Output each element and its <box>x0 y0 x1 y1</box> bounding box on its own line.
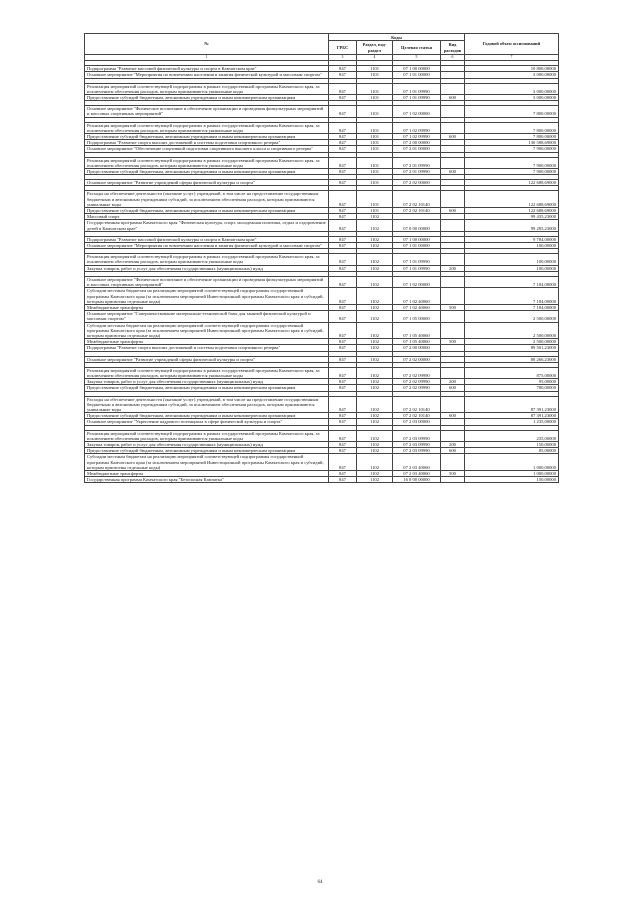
row-vr-cell: 600 <box>441 413 465 419</box>
row-sum-cell: 99 435,23000 <box>465 214 559 220</box>
row-vr-cell <box>441 83 465 94</box>
row-vr-cell <box>441 367 465 378</box>
row-sum-cell: 2 500,00000 <box>465 322 559 339</box>
row-razdel-cell: 1102 <box>357 243 393 249</box>
row-grbs-cell: 847 <box>329 413 357 419</box>
row-name-cell: Основное мероприятие "Совершенствование материально-технической базы для занятий физической культурой и массовым спортом" <box>85 311 329 322</box>
row-grbs-cell: 847 <box>329 122 357 133</box>
row-csr-cell: 07 2 01 00000 <box>393 146 441 152</box>
header-codes: Коды <box>329 34 465 41</box>
row-vr-cell: 500 <box>441 304 465 310</box>
row-name-cell: Закупка товаров, работ и услуг для обеспечения государственных (муниципальных) нужд <box>85 379 329 385</box>
row-csr-cell: 07 1 01 09990 <box>393 265 441 271</box>
budget-table-body <box>85 61 559 483</box>
table-row <box>85 83 559 94</box>
row-razdel-cell: 1102 <box>357 454 393 471</box>
row-name-cell: Реализация мероприятий соответствующей подпрограммы в рамках государственной программы Камчатского края, за исключением обеспечения расходов, которым присваиваются уникальные коды <box>85 122 329 133</box>
index-cell: 6 <box>441 55 465 61</box>
row-grbs-cell: 847 <box>329 288 357 305</box>
row-razdel-cell: 1102 <box>357 236 393 242</box>
row-name-cell: Субсидии местным бюджетам на реализацию мероприятий соответствующей подпрограммы государственной программы Камчатского края (за исключением мероприятий Инвестиционной программы Камчатского края и субсидий, которым присвоены отдельные коды) <box>85 322 329 339</box>
row-sum-cell: 95,00000 <box>465 379 559 385</box>
row-sum-cell: 1 235,00000 <box>465 419 559 425</box>
row-csr-cell: 07 1 01 09990 <box>393 254 441 265</box>
row-csr-cell: 07 1 05 00000 <box>393 311 441 322</box>
row-csr-cell: 07 1 05 40060 <box>393 339 441 345</box>
row-vr-cell: 600 <box>441 134 465 140</box>
row-vr-cell: 600 <box>441 448 465 454</box>
row-grbs-cell: 847 <box>329 265 357 271</box>
row-razdel-cell: 1101 <box>357 72 393 78</box>
row-sum-cell: 1 000,00000 <box>465 470 559 476</box>
row-grbs-cell: 847 <box>329 311 357 322</box>
table-row <box>85 122 559 133</box>
row-name-cell: Государственная программа Камчатского края "Безопасная Камчатка" <box>85 477 329 483</box>
row-grbs-cell: 847 <box>329 470 357 476</box>
budget-table <box>84 33 559 483</box>
header-vr: Вид расходов <box>441 41 465 55</box>
row-name-cell: Закупка товаров, работ и услуг для обеспечения государственных (муниципальных) нужд <box>85 441 329 447</box>
header-grbs: ГРБС <box>329 41 357 55</box>
row-sum-cell: 10 800,00000 <box>465 66 559 72</box>
row-name-cell: Основное мероприятие "Мероприятия по вовлечению населения в занятия физической культурой и массовым спортом" <box>85 72 329 78</box>
row-razdel-cell: 1102 <box>357 448 393 454</box>
row-grbs-cell: 847 <box>329 146 357 152</box>
row-razdel-cell: 1101 <box>357 106 393 117</box>
row-csr-cell: 07 2 00 00000 <box>393 345 441 351</box>
row-grbs-cell: 847 <box>329 396 357 413</box>
row-grbs-cell: 847 <box>329 214 357 220</box>
row-name-cell: Субсидии местным бюджетам на реализацию мероприятий соответствующей подпрограммы государственной программы Камчатского края (за исключением мероприятий Инвестиционной программы Камчатского края и субсидий, которым присвоены отдельные коды) <box>85 454 329 471</box>
row-grbs-cell: 847 <box>329 379 357 385</box>
row-razdel-cell: 1102 <box>357 419 393 425</box>
page-number: 64 <box>317 880 323 885</box>
row-sum-cell: 9 784,00000 <box>465 236 559 242</box>
row-grbs-cell: 847 <box>329 345 357 351</box>
row-vr-cell: 500 <box>441 470 465 476</box>
row-razdel-cell: 1101 <box>357 134 393 140</box>
row-razdel-cell: 1102 <box>357 288 393 305</box>
row-sum-cell: 122 688,69000 <box>465 180 559 186</box>
row-sum-cell: 85,00000 <box>465 448 559 454</box>
row-razdel-cell: 1102 <box>357 367 393 378</box>
row-name-cell: Основное мероприятие "Мероприятия по вовлечению населения в занятия физической культурой и массовым спортом" <box>85 243 329 249</box>
row-razdel-cell: 1101 <box>357 146 393 152</box>
row-grbs-cell: 847 <box>329 385 357 391</box>
header-razdel: Раздел, под-раздел <box>357 41 393 55</box>
row-csr-cell: 07 2 01 09990 <box>393 157 441 168</box>
row-name-cell: Предоставление субсидий бюджетным, автономным учреждениям и иным некоммерческим организациям <box>85 413 329 419</box>
row-name-cell: Предоставление субсидий бюджетным, автономным учреждениям и иным некоммерческим организациям <box>85 208 329 214</box>
row-grbs-cell: 847 <box>329 72 357 78</box>
table-row <box>85 254 559 265</box>
row-csr-cell: 07 1 02 40060 <box>393 288 441 305</box>
row-sum-cell: 89 501,23000 <box>465 345 559 351</box>
row-sum-cell: 122 688,69000 <box>465 191 559 208</box>
row-name-cell: Субсидии местным бюджетам на реализацию мероприятий соответствующей подпрограммы государственной программы Камчатского края (за исключением мероприятий Инвестиционной программы Камчатского края и субсидий, которым присвоены отдельные коды) <box>85 288 329 305</box>
row-name-cell: Основное мероприятие "Укрепление кадрового потенциала в сфере физической культуры и спорта" <box>85 419 329 425</box>
row-name-cell: Закупка товаров, работ и услуг для обеспечения государственных (муниципальных) нужд <box>85 265 329 271</box>
row-sum-cell: 7 800,00000 <box>465 122 559 133</box>
row-razdel-cell: 1102 <box>357 356 393 362</box>
row-sum-cell: 7 900,00000 <box>465 157 559 168</box>
row-razdel-cell: 1102 <box>357 396 393 413</box>
table-row <box>85 276 559 287</box>
row-sum-cell: 99 285,23000 <box>465 220 559 231</box>
row-grbs-cell: 847 <box>329 220 357 231</box>
row-vr-cell <box>441 220 465 231</box>
row-name-cell: Основное мероприятие "Обеспечение спортивной подготовки спортивного высшего класса и спортивного резерва" <box>85 146 329 152</box>
row-vr-cell <box>441 477 465 483</box>
row-csr-cell: 07 1 01 09990 <box>393 95 441 101</box>
row-razdel-cell: 1101 <box>357 180 393 186</box>
row-vr-cell <box>441 157 465 168</box>
row-name-cell: Расходы на обеспечение деятельности (оказание услуг) учреждений, в том числе на предоставление государственным бюджетным и автономным учреждениям субсидий, за исключением обеспечения расходов, которым присваиваются уникальные коды <box>85 396 329 413</box>
row-csr-cell: 07 1 01 09990 <box>393 83 441 94</box>
row-name-cell: Государственная программа Камчатского края "Физическая культура, спорт, молодежная политика, отдых и оздоровление детей в Камчатском крае" <box>85 220 329 231</box>
row-sum-cell: 100,00000 <box>465 243 559 249</box>
row-vr-cell <box>441 191 465 208</box>
row-grbs-cell: 847 <box>329 83 357 94</box>
row-razdel-cell: 1102 <box>357 441 393 447</box>
row-csr-cell: 07 1 02 00000 <box>393 276 441 287</box>
row-sum-cell: 7 900,00000 <box>465 146 559 152</box>
row-grbs-cell: 847 <box>329 322 357 339</box>
row-grbs-cell: 847 <box>329 419 357 425</box>
row-razdel-cell: 1102 <box>357 322 393 339</box>
table-row <box>85 396 559 413</box>
row-razdel-cell: 1101 <box>357 66 393 72</box>
row-csr-cell: 07 1 05 40060 <box>393 322 441 339</box>
row-vr-cell: 200 <box>441 265 465 271</box>
row-grbs-cell: 847 <box>329 106 357 117</box>
row-csr-cell: 07 2 02 10140 <box>393 208 441 214</box>
row-csr-cell: 07 2 00 00000 <box>393 140 441 146</box>
row-sum-cell: 88 266,23000 <box>465 356 559 362</box>
row-name-cell: Межбюджетные трансферты <box>85 339 329 345</box>
row-grbs-cell: 847 <box>329 254 357 265</box>
row-grbs-cell: 847 <box>329 304 357 310</box>
row-vr-cell <box>441 254 465 265</box>
row-razdel-cell: 1102 <box>357 254 393 265</box>
row-csr-cell: 07 2 02 09990 <box>393 367 441 378</box>
row-sum-cell: 150,00000 <box>465 477 559 483</box>
row-name-cell: Массовый спорт <box>85 214 329 220</box>
row-name-cell: Межбюджетные трансферты <box>85 304 329 310</box>
row-vr-cell <box>441 288 465 305</box>
row-sum-cell: 87 391,23000 <box>465 396 559 413</box>
index-cell: 1 <box>85 55 329 61</box>
row-name-cell: Предоставление субсидий бюджетным, автономным учреждениям и иным некоммерческим организациям <box>85 134 329 140</box>
row-csr-cell: 07 1 01 00000 <box>393 243 441 249</box>
row-csr-cell: 07 2 02 09990 <box>393 379 441 385</box>
row-name-cell: Основное мероприятие "Физическое воспитание и обеспечение организации и проведения физкультурных мероприятий и массовых спортивных мероприятий" <box>85 276 329 287</box>
row-name-cell: Расходы на обеспечение деятельности (оказание услуг) учреждений, в том числе на предоставление государственным бюджетным и автономным учреждениям субсидий, за исключением обеспечения расходов, которым присваиваются уникальные коды <box>85 191 329 208</box>
index-cell: 5 <box>393 55 441 61</box>
row-razdel-cell: 1102 <box>357 345 393 351</box>
row-name-cell: Предоставление субсидий бюджетным, автономным учреждениям и иным некоммерческим организациям <box>85 169 329 175</box>
row-csr-cell: 07 2 02 09990 <box>393 385 441 391</box>
row-name-cell: Подпрограмма "Развитие спорта высших достижений и системы подготовки спортивного резерва" <box>85 345 329 351</box>
row-csr-cell: 07 1 02 09990 <box>393 134 441 140</box>
row-name-cell: Реализация мероприятий соответствующей подпрограммы в рамках государственной программы Камчатского края, за исключением обеспечения расходов, которым присваиваются уникальные коды <box>85 254 329 265</box>
row-grbs-cell: 847 <box>329 477 357 483</box>
table-row <box>85 106 559 117</box>
row-razdel-cell: 1102 <box>357 379 393 385</box>
row-razdel-cell: 1101 <box>357 169 393 175</box>
row-razdel-cell: 1102 <box>357 276 393 287</box>
row-grbs-cell: 847 <box>329 276 357 287</box>
index-cell: 7 <box>465 55 559 61</box>
row-sum-cell: 2 500,00000 <box>465 311 559 322</box>
row-csr-cell: 07 2 01 09990 <box>393 169 441 175</box>
row-grbs-cell: 847 <box>329 243 357 249</box>
row-sum-cell: 7 800,00000 <box>465 106 559 117</box>
row-csr-cell: 07 1 02 40060 <box>393 304 441 310</box>
row-razdel-cell: 1102 <box>357 413 393 419</box>
row-razdel-cell: 1102 <box>357 430 393 441</box>
row-sum-cell: 780,00000 <box>465 385 559 391</box>
row-csr-cell: 07 2 02 00000 <box>393 180 441 186</box>
row-name-cell: Предоставление субсидий бюджетным, автономным учреждениям и иным некоммерческим организациям <box>85 448 329 454</box>
row-vr-cell <box>441 322 465 339</box>
table-row <box>85 322 559 339</box>
row-sum-cell: 7 900,00000 <box>465 169 559 175</box>
row-grbs-cell: 847 <box>329 169 357 175</box>
row-csr-cell: 07 2 03 09990 <box>393 448 441 454</box>
row-razdel-cell: 1102 <box>357 265 393 271</box>
row-name-cell: Основное мероприятие "Развитие учреждений сферы физической культуры и спорта" <box>85 356 329 362</box>
row-vr-cell <box>441 276 465 287</box>
table-row <box>85 477 559 483</box>
row-csr-cell: 07 1 02 09990 <box>393 122 441 133</box>
row-vr-cell <box>441 106 465 117</box>
row-grbs-cell: 847 <box>329 339 357 345</box>
row-grbs-cell: 847 <box>329 180 357 186</box>
row-grbs-cell: 847 <box>329 66 357 72</box>
row-sum-cell: 3 000,00000 <box>465 72 559 78</box>
row-razdel-cell: 1101 <box>357 95 393 101</box>
table-row <box>85 157 559 168</box>
row-name-cell: Основное мероприятие "Физическое воспитание и обеспечение организации и проведения физкультурных мероприятий и массовых спортивных мероприятий" <box>85 106 329 117</box>
row-razdel-cell: 1102 <box>357 220 393 231</box>
row-sum-cell: 875,00000 <box>465 367 559 378</box>
row-name-cell: Реализация мероприятий соответствующей подпрограммы в рамках государственной программы Камчатского края, за исключением обеспечения расходов, которым присваиваются уникальные коды <box>85 367 329 378</box>
row-grbs-cell: 847 <box>329 140 357 146</box>
budget-table-sheet <box>84 33 558 483</box>
row-grbs-cell: 847 <box>329 208 357 214</box>
row-razdel-cell: 1101 <box>357 208 393 214</box>
row-name-cell: Предоставление субсидий бюджетным, автономным учреждениям и иным некоммерческим организациям <box>85 95 329 101</box>
row-sum-cell: 130 588,69000 <box>465 140 559 146</box>
row-name-cell: Основное мероприятие "Развитие учреждений сферы физической культуры и спорта" <box>85 180 329 186</box>
row-razdel-cell: 1101 <box>357 157 393 168</box>
row-grbs-cell: 847 <box>329 448 357 454</box>
row-grbs-cell: 847 <box>329 454 357 471</box>
header-annual-sum: Годовой объем ассигнований <box>465 34 559 55</box>
row-sum-cell: 7 184,00000 <box>465 288 559 305</box>
index-cell: 4 <box>357 55 393 61</box>
row-sum-cell: 7 184,00000 <box>465 304 559 310</box>
row-vr-cell: 600 <box>441 169 465 175</box>
row-sum-cell: 100,00000 <box>465 265 559 271</box>
row-razdel-cell: 1101 <box>357 140 393 146</box>
row-grbs-cell: 847 <box>329 236 357 242</box>
table-row <box>85 430 559 441</box>
row-name-cell: Реализация мероприятий соответствующей подпрограммы в рамках государственной программы Камчатского края, за исключением обеспечения расходов, которым присваиваются уникальные коды <box>85 430 329 441</box>
row-razdel-cell: 1102 <box>357 304 393 310</box>
row-grbs-cell: 847 <box>329 95 357 101</box>
row-name-cell: Реализация мероприятий соответствующей подпрограммы в рамках государственной программы Камчатского края, за исключением обеспечения расходов, которым присваиваются уникальные коды <box>85 83 329 94</box>
row-razdel-cell: 1101 <box>357 122 393 133</box>
row-csr-cell: 07 2 03 40060 <box>393 470 441 476</box>
header-number: № <box>85 34 329 55</box>
row-grbs-cell: 847 <box>329 441 357 447</box>
row-sum-cell: 7 800,00000 <box>465 134 559 140</box>
table-row <box>85 288 559 305</box>
row-vr-cell <box>441 311 465 322</box>
row-sum-cell: 7 184,00000 <box>465 276 559 287</box>
row-grbs-cell: 847 <box>329 430 357 441</box>
row-vr-cell: 600 <box>441 95 465 101</box>
row-sum-cell: 87 391,23000 <box>465 413 559 419</box>
row-razdel-cell: 1102 <box>357 477 393 483</box>
header-row-1 <box>85 34 559 41</box>
row-razdel-cell: 1102 <box>357 385 393 391</box>
row-grbs-cell: 847 <box>329 367 357 378</box>
header-csr: Целевая статья <box>393 41 441 55</box>
row-name-cell: Межбюджетные трансферты <box>85 470 329 476</box>
row-name-cell: Подпрограмма "Развитие спорта высших достижений и системы подготовки спортивного резерва" <box>85 140 329 146</box>
table-row <box>85 220 559 231</box>
row-csr-cell: 07 2 02 10140 <box>393 191 441 208</box>
row-csr-cell: 07 1 00 00000 <box>393 236 441 242</box>
row-csr-cell: 07 0 00 00000 <box>393 220 441 231</box>
row-vr-cell <box>441 454 465 471</box>
row-vr-cell <box>441 122 465 133</box>
row-grbs-cell: 847 <box>329 356 357 362</box>
row-csr-cell: 07 2 03 09990 <box>393 441 441 447</box>
row-grbs-cell: 847 <box>329 191 357 208</box>
row-vr-cell: 500 <box>441 339 465 345</box>
table-row <box>85 191 559 208</box>
row-vr-cell <box>441 430 465 441</box>
row-csr-cell: 07 2 03 09990 <box>393 430 441 441</box>
row-csr-cell: 07 2 02 10140 <box>393 396 441 413</box>
row-sum-cell: 2 500,00000 <box>465 339 559 345</box>
row-csr-cell: 07 2 02 10140 <box>393 413 441 419</box>
row-sum-cell: 235,00000 <box>465 430 559 441</box>
row-csr-cell: 07 2 03 00000 <box>393 419 441 425</box>
row-csr-cell: 07 2 03 40060 <box>393 454 441 471</box>
row-razdel-cell: 1102 <box>357 470 393 476</box>
row-sum-cell: 1 000,00000 <box>465 454 559 471</box>
table-row <box>85 311 559 322</box>
row-grbs-cell: 847 <box>329 134 357 140</box>
row-csr-cell: 16 0 00 00000 <box>393 477 441 483</box>
row-csr-cell: 07 1 00 00000 <box>393 66 441 72</box>
row-sum-cell: 100,00000 <box>465 254 559 265</box>
row-name-cell: Предоставление субсидий бюджетным, автономным учреждениям и иным некоммерческим организациям <box>85 385 329 391</box>
row-name-cell: Реализация мероприятий соответствующей подпрограммы в рамках государственной программы Камчатского края, за исключением обеспечения расходов, которым присваиваются уникальные коды <box>85 157 329 168</box>
row-name-cell: Подпрограмма "Развитие массовой физической культуры и спорта в Камчатском крае" <box>85 66 329 72</box>
row-sum-cell: 150,00000 <box>465 441 559 447</box>
table-row <box>85 367 559 378</box>
row-razdel-cell: 1102 <box>357 311 393 322</box>
row-csr-cell: 07 2 02 00000 <box>393 356 441 362</box>
row-razdel-cell: 1102 <box>357 339 393 345</box>
row-vr-cell: 600 <box>441 208 465 214</box>
row-vr-cell: 600 <box>441 385 465 391</box>
row-sum-cell: 3 000,00000 <box>465 83 559 94</box>
row-csr-cell: 07 1 01 00000 <box>393 72 441 78</box>
row-grbs-cell: 847 <box>329 157 357 168</box>
row-name-cell: Подпрограмма "Развитие массовой физической культуры и спорта в Камчатском крае" <box>85 236 329 242</box>
row-razdel-cell: 1102 <box>357 214 393 220</box>
row-sum-cell: 3 000,00000 <box>465 95 559 101</box>
row-razdel-cell: 1101 <box>357 83 393 94</box>
row-sum-cell: 122 688,69000 <box>465 208 559 214</box>
row-vr-cell: 200 <box>441 379 465 385</box>
row-vr-cell: 200 <box>441 441 465 447</box>
row-vr-cell <box>441 396 465 413</box>
table-row <box>85 454 559 471</box>
index-cell: 3 <box>329 55 357 61</box>
row-razdel-cell: 1101 <box>357 191 393 208</box>
row-csr-cell: 07 1 02 00000 <box>393 106 441 117</box>
